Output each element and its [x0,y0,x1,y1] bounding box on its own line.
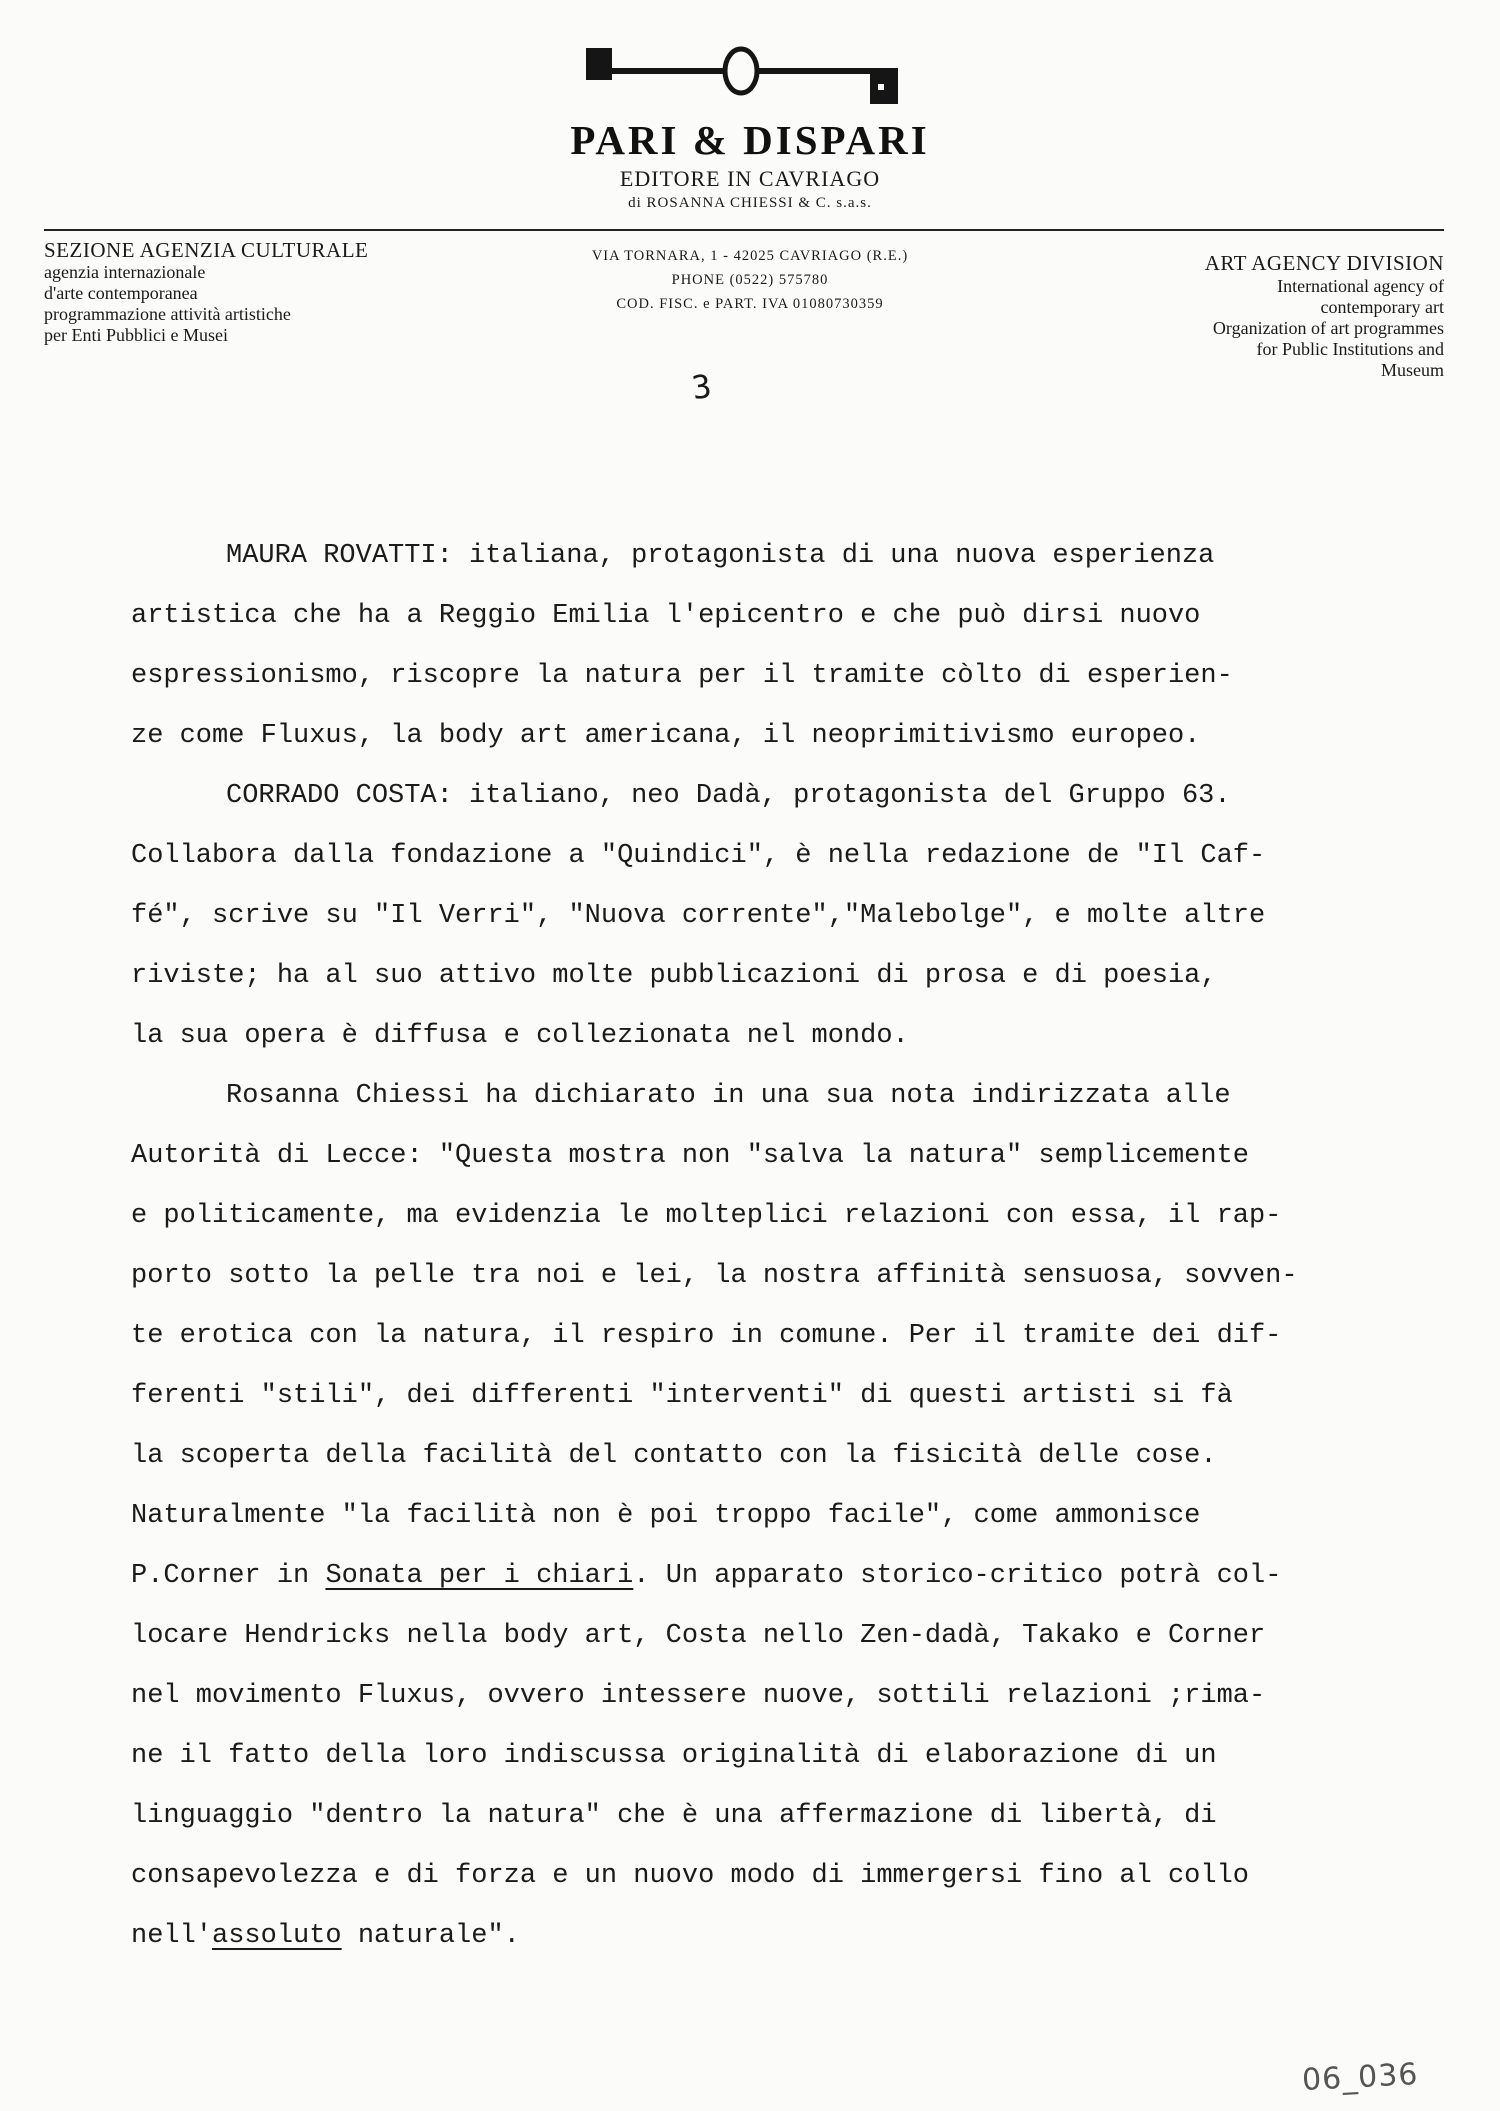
paragraph-chiessi [131,1066,1461,1966]
paragraph-costa [131,766,1461,1066]
text-line [131,1546,1461,1606]
brand-name: PARI & DISPARI [570,117,930,163]
letterhead-right [1040,250,1444,381]
page-number: 3 [689,366,714,408]
text-line: la sua opera è diffusa e collezionata nel mondo. [131,1021,909,1051]
text-fragment: P.Corner in [131,1561,326,1591]
text-line: ze come Fluxus, la body art americana, il neoprimitivismo europeo. [131,721,1201,751]
archive-number: 06_036 [1301,2056,1420,2099]
text-line: espressionismo, riscopre la natura per il tramite còlto di esperien- [131,661,1233,691]
right-line: Museum [1381,360,1444,380]
text-line: Rosanna Chiessi ha dichiarato in una sua nota indirizzata alle [226,1081,1231,1111]
text-line: porto sotto la pelle tra noi e lei, la nostra affinità sensuosa, sovven- [131,1261,1298,1291]
brand-subtitle: EDITORE IN CAVRIAGO [619,166,881,191]
left-heading: SEZIONE AGENZIA CULTURALE [44,238,369,262]
text-line: Naturalmente "la facilità non è poi troppo facile", come ammonisce [131,1501,1201,1531]
right-heading: ART AGENCY DIVISION [1204,251,1444,275]
right-line: International agency of [1277,276,1444,296]
letter-body [131,526,1461,1966]
header-divider [44,229,1444,231]
left-line: per Enti Pubblici e Musei [44,325,228,345]
phone-line: PHONE (0522) 575780 [671,272,829,288]
text-line: locare Hendricks nella body art, Costa nello Zen-dadà, Takako e Corner [131,1621,1266,1651]
text-line: la scoperta della facilità del contatto con la fisicità delle cose. [131,1441,1217,1471]
right-line: Organization of art programmes [1212,318,1444,338]
text-line: linguaggio "dentro la natura" che è una affermazione di libertà, di [131,1801,1217,1831]
text-fragment: naturale". [341,1921,520,1951]
text-line: nel movimento Fluxus, ovvero intessere nuove, sottili relazioni ;rima- [131,1681,1266,1711]
right-line: for Public Institutions and [1256,339,1444,359]
letterhead-left [44,238,464,346]
paragraph-rovatti [131,526,1461,766]
tax-code-line: COD. FISC. e PART. IVA 01080730359 [616,296,884,312]
text-line: consapevolezza e di forza e un nuovo modo di immergersi fino al collo [131,1861,1249,1891]
text-line: fé", scrive su "Il Verri", "Nuova corrente","Malebolge", e molte altre [131,901,1266,931]
text-line [131,1906,1461,1966]
text-line: artistica che ha a Reggio Emilia l'epicentro e che può dirsi nuovo [131,601,1201,631]
text-line: te erotica con la natura, il respiro in comune. Per il tramite dei dif- [131,1321,1282,1351]
left-line: agenzia internazionale [44,262,206,282]
text-line: ferenti "stili", dei differenti "interventi" di questi artisti si fà [131,1381,1233,1411]
text-line: MAURA ROVATTI: italiana, protagonista di una nuova esperienza [226,541,1215,571]
underlined-title: Sonata per i chiari [325,1561,634,1591]
letterhead-address [520,244,980,316]
text-line: Autorità di Lecce: "Questa mostra non "salva la natura" semplicemente [131,1141,1249,1171]
left-line: programmazione attività artistiche [44,304,291,324]
text-line: riviste; ha al suo attivo molte pubblicazioni di prosa e di poesia, [131,961,1217,991]
brand-owner: di ROSANNA CHIESSI & C. s.a.s. [628,195,872,211]
text-fragment: . Un apparato storico-critico potrà col- [633,1561,1282,1591]
underlined-word: assoluto [212,1921,342,1951]
left-line: d'arte contemporanea [44,283,198,303]
text-line: e politicamente, ma evidenzia le molteplici relazioni con essa, il rap- [131,1201,1282,1231]
key-logo-icon [586,44,902,112]
text-line: ne il fatto della loro indiscussa originalità di elaborazione di un [131,1741,1217,1771]
text-line: Collabora dalla fondazione a "Quindici", è nella redazione de "Il Caf- [131,841,1266,871]
address-line: VIA TORNARA, 1 - 42025 CAVRIAGO (R.E.) [591,248,909,264]
text-line: CORRADO COSTA: italiano, neo Dadà, protagonista del Gruppo 63. [226,781,1231,811]
text-fragment: nell' [131,1921,213,1951]
right-line: contemporary art [1320,297,1444,317]
